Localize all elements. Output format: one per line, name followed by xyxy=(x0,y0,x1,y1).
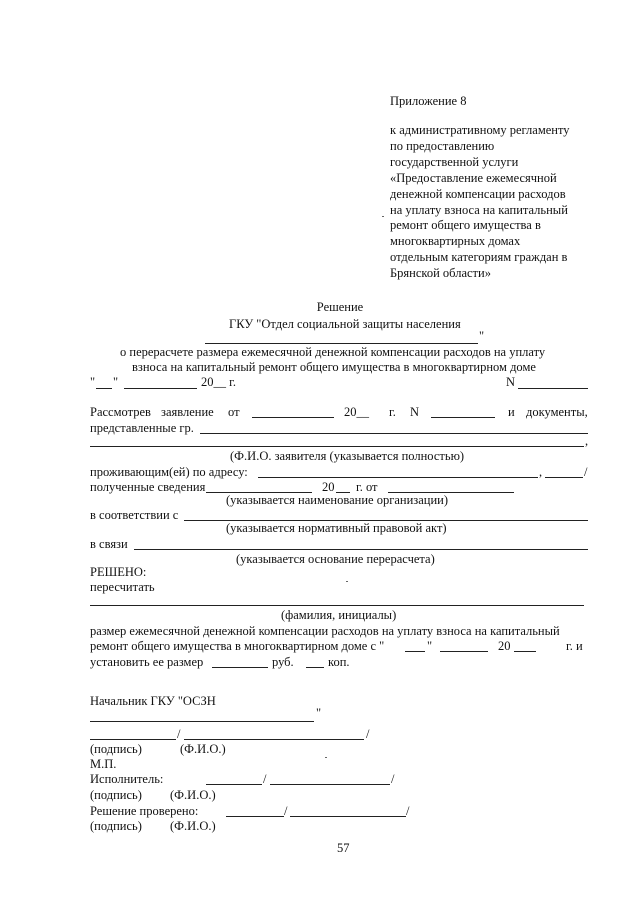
organization-caption: (указывается наименование организации) xyxy=(226,493,448,507)
date-year: 20__ г. xyxy=(201,375,236,389)
executor-fio-caption: (Ф.И.О.) xyxy=(170,788,216,802)
appendix-line: по предоставлению xyxy=(390,138,495,153)
amount-kop-field[interactable] xyxy=(306,667,324,668)
amount-quote-close: " xyxy=(427,639,433,653)
decision-number-field[interactable] xyxy=(518,388,588,389)
scan-speck xyxy=(382,216,384,217)
date-day-field[interactable] xyxy=(96,388,112,389)
checker-slash-2: / xyxy=(406,804,410,818)
seal-place: М.П. xyxy=(90,757,117,771)
decision-subject-1: о перерасчете размера ежемесячной денежной компенсации расходов на уплату xyxy=(120,345,546,359)
decision-org: ГКУ "Отдел социальной защиты населения xyxy=(229,317,461,331)
appendix-line: к административному регламенту xyxy=(390,123,570,137)
decision-subject-2: взноса на капитальный ремонт общего имущества в многоквартирном доме xyxy=(132,360,536,374)
amount-rub-field[interactable] xyxy=(212,667,268,668)
documents-word: документы, xyxy=(526,405,588,419)
date-quote-close: " xyxy=(113,375,119,389)
amount-kop: коп. xyxy=(328,655,350,669)
checked-label: Решение проверено: xyxy=(90,804,199,818)
org-name-field[interactable] xyxy=(205,343,478,344)
address-slash: / xyxy=(584,465,588,479)
recalc-month-field[interactable] xyxy=(440,651,488,652)
executor-slash-2: / xyxy=(391,772,395,786)
info-from: г. от xyxy=(356,480,378,494)
info-year: 20 xyxy=(322,480,335,494)
recalc-label: пересчитать xyxy=(90,580,155,594)
recalc-reason-caption: (указывается основание перерасчета) xyxy=(236,552,435,566)
checker-slash-1: / xyxy=(284,804,288,818)
recalc-day-field[interactable] xyxy=(405,651,425,652)
page-number: 57 xyxy=(337,841,350,855)
executor-fio-field[interactable] xyxy=(270,784,390,785)
chief-quote: " xyxy=(316,706,322,720)
chief-slash-2: / xyxy=(366,727,370,741)
checker-sign-caption: (подпись) xyxy=(90,819,142,833)
accordance-label: в соответствии с xyxy=(90,508,179,522)
decided-label: РЕШЕНО: xyxy=(90,565,147,579)
chief-label: Начальник ГКУ "ОСЗН xyxy=(90,694,216,708)
chief-fio-field[interactable] xyxy=(184,739,364,740)
application-number-field[interactable] xyxy=(431,417,495,418)
appendix-line: ремонт общего имущества в xyxy=(390,218,541,233)
checker-fio-field[interactable] xyxy=(290,816,406,817)
date-quote-open: " xyxy=(90,375,96,389)
due-to-label: в связи xyxy=(90,537,128,551)
executor-slash-1: / xyxy=(263,772,267,786)
checker-signature-field[interactable] xyxy=(226,816,284,817)
and-word: и xyxy=(508,405,515,419)
appendix-line: многоквартирных домах xyxy=(390,234,521,249)
applicant-name-field-2[interactable] xyxy=(90,446,584,447)
executor-signature-field[interactable] xyxy=(206,784,262,785)
recalc-reason-field[interactable] xyxy=(134,549,588,550)
appendix-line: отдельным категориям граждан в xyxy=(390,250,568,265)
application-g: г. xyxy=(389,405,396,419)
considered-word: Рассмотрев xyxy=(90,405,151,419)
appendix-line: на уплату взноса на капитальный xyxy=(390,202,568,217)
amount-rub: руб. xyxy=(272,655,294,669)
scan-speck xyxy=(346,581,348,582)
chief-slash-1: / xyxy=(177,727,181,741)
info-received-label: полученные сведения xyxy=(90,480,206,494)
address-field[interactable] xyxy=(258,477,538,478)
appendix-line: «Предоставление ежемесячной xyxy=(390,170,557,185)
checker-fio-caption: (Ф.И.О.) xyxy=(170,819,216,833)
executor-label: Исполнитель: xyxy=(90,772,164,786)
appendix-title: Приложение 8 xyxy=(390,94,467,108)
recalc-year-field[interactable] xyxy=(514,651,536,652)
recipient-name-field[interactable] xyxy=(90,605,584,606)
address-comma: , xyxy=(539,465,543,479)
legal-act-caption: (указывается нормативный правовой акт) xyxy=(226,521,447,535)
scan-speck xyxy=(325,757,327,758)
date-month-field[interactable] xyxy=(124,388,197,389)
application-year: 20__ xyxy=(344,405,369,419)
applicant-comma: , xyxy=(585,434,589,448)
application-date-field[interactable] xyxy=(252,417,334,418)
recipient-name-caption: (фамилия, инициалы) xyxy=(281,608,397,622)
chief-sign-caption: (подпись) xyxy=(90,742,142,756)
applicant-name-field-1[interactable] xyxy=(200,433,588,434)
from-word: от xyxy=(228,405,240,419)
appendix-line: денежной компенсации расходов xyxy=(390,186,566,201)
org-quote: " xyxy=(479,329,485,343)
decision-number-sign: N xyxy=(506,375,516,389)
amount-line-1: размер ежемесячной денежной компенсации расходов на уплату взноса на капитальный xyxy=(90,624,560,638)
chief-signature-field[interactable] xyxy=(90,739,176,740)
amount-line-3: установить ее размер xyxy=(90,655,204,669)
recalc-year: 20 xyxy=(498,639,511,653)
presented-by-label: представленные гр. xyxy=(90,421,194,435)
application-word: заявление xyxy=(161,405,214,419)
residing-label: проживающим(ей) по адресу: xyxy=(90,465,248,479)
appendix-line: Брянской области» xyxy=(390,266,491,281)
chief-org-field[interactable] xyxy=(90,721,314,722)
application-n: N xyxy=(410,405,420,419)
executor-sign-caption: (подпись) xyxy=(90,788,142,802)
chief-fio-caption: (Ф.И.О.) xyxy=(180,742,226,756)
amount-line-2: ремонт общего имущества в многоквартирном доме с " xyxy=(90,639,385,653)
decision-title: Решение xyxy=(316,300,364,314)
recalc-year-suffix: г. и xyxy=(566,639,583,653)
address-apartment-field[interactable] xyxy=(545,477,583,478)
fio-caption: (Ф.И.О. заявителя (указывается полностью) xyxy=(230,449,465,463)
appendix-line: государственной услуги xyxy=(390,154,519,169)
